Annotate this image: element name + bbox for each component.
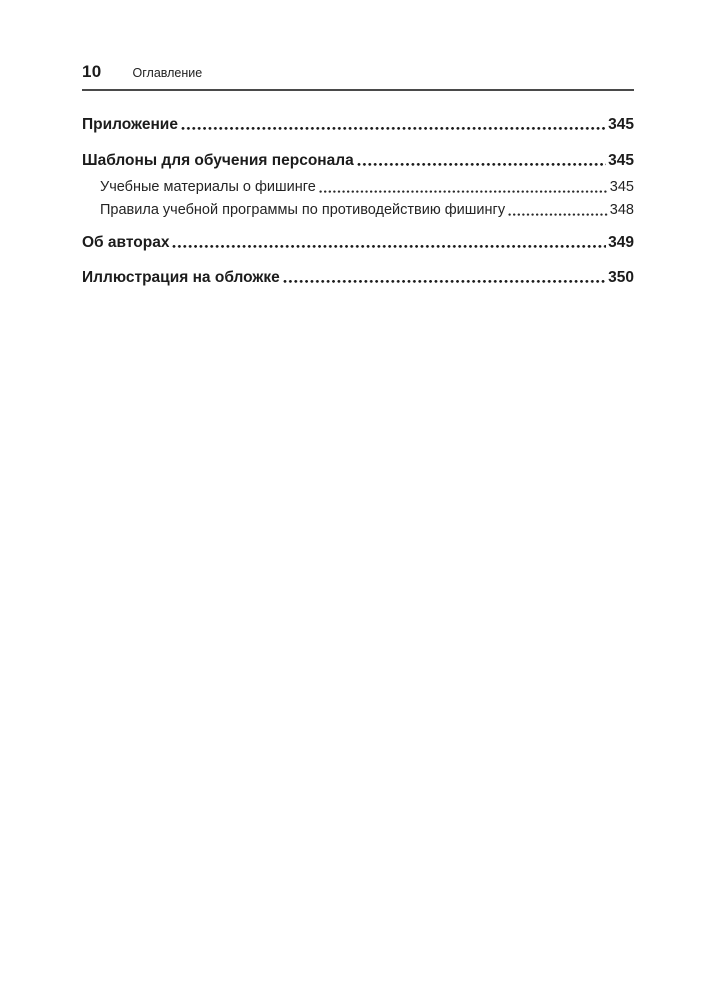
toc-entry-label: Учебные материалы о фишинге <box>100 179 316 195</box>
dot-leader <box>319 189 608 194</box>
dot-leader <box>172 244 606 249</box>
toc-entry <box>82 178 634 196</box>
dot-leader <box>357 162 606 167</box>
toc-entry <box>82 201 634 219</box>
toc-page-number: 345 <box>609 179 634 195</box>
toc-entry-label: Приложение <box>82 116 178 133</box>
table-of-contents <box>82 115 634 287</box>
toc-page-number: 348 <box>609 202 634 218</box>
toc-entry <box>82 151 634 170</box>
running-title: Оглавление <box>132 66 203 80</box>
toc-entry-label: Шаблоны для обучения персонала <box>82 152 354 169</box>
toc-page-number: 345 <box>608 116 634 133</box>
toc-entry <box>82 268 634 287</box>
page-number: 10 <box>82 62 102 81</box>
toc-entry-label: Правила учебной программы по противодействию фишингу <box>100 202 506 218</box>
dot-leader <box>283 279 606 284</box>
toc-page-number: 350 <box>608 269 634 286</box>
running-header <box>82 62 634 89</box>
header-rule <box>82 89 634 91</box>
toc-page-number: 349 <box>608 234 634 251</box>
toc-entry-label: Об авторах <box>82 234 170 251</box>
toc-entry <box>82 233 634 252</box>
toc-page-number: 345 <box>608 152 634 169</box>
dot-leader <box>181 126 606 131</box>
toc-entry <box>82 115 634 134</box>
dot-leader <box>508 212 608 217</box>
toc-entry-label: Иллюстрация на обложке <box>82 269 280 286</box>
